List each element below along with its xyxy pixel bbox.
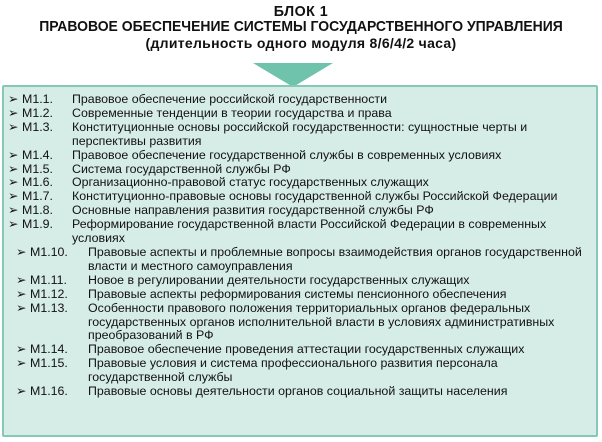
arrow-bullet-icon: ➢ [8, 105, 19, 120]
arrow-bullet-icon: ➢ [8, 189, 19, 204]
module-code: М1.8. [22, 203, 53, 218]
module-title-line: Правовые аспекты и проблемные вопросы взаимодействия органов государственной [88, 244, 582, 259]
down-arrow-icon [253, 63, 333, 87]
block-number: БЛОК 1 [273, 3, 329, 20]
module-code: М1.5. [22, 161, 53, 176]
module-item [8, 274, 602, 288]
arrow-bullet-icon: ➢ [8, 161, 19, 176]
module-title-line: государственной службы [88, 370, 233, 385]
module-title-line: Современные тенденции в теории государства и права [72, 105, 392, 120]
module-code: М1.16. [30, 384, 68, 399]
module-item [8, 163, 602, 177]
module-title-line: Конституционные основы российской государственности: сущностные черты и [72, 119, 528, 134]
arrow-bullet-icon: ➢ [16, 342, 27, 357]
module-list [8, 93, 602, 399]
module-title-line: Реформирование государственной власти Российской Федерации в современных [72, 217, 547, 232]
module-item [8, 93, 602, 107]
module-item [8, 343, 602, 357]
module-title-line: преобразований в РФ [88, 328, 214, 343]
arrow-bullet-icon: ➢ [8, 92, 19, 106]
module-item [8, 357, 602, 385]
module-title-line: Правовые аспекты реформирования системы пенсионного обеспечения [88, 286, 507, 301]
module-code: М1.10. [30, 244, 68, 259]
module-title-line: власти и местного самоуправления [88, 258, 293, 273]
arrow-bullet-icon: ➢ [16, 300, 27, 315]
module-code: М1.14. [30, 342, 68, 357]
module-code: М1.6. [22, 175, 53, 190]
module-code: М1.12. [30, 286, 68, 301]
module-item [8, 302, 602, 344]
module-code: М1.1. [22, 92, 53, 106]
module-title-line: условиях [72, 231, 125, 246]
arrow-bullet-icon: ➢ [16, 356, 27, 371]
module-item [8, 218, 602, 246]
arrow-bullet-icon: ➢ [16, 384, 27, 399]
module-item [8, 149, 602, 163]
modules-panel [2, 85, 598, 437]
module-title-line: Правовые основы деятельности органов социальной защиты населения [88, 384, 508, 399]
module-title-line: государственных органов исполнительной власти в условиях административных [88, 314, 555, 329]
module-title-line: перспективы развития [72, 133, 202, 148]
module-code: М1.9. [22, 217, 53, 232]
arrow-bullet-icon: ➢ [8, 175, 19, 190]
module-code: М1.3. [22, 119, 53, 134]
module-item [8, 385, 602, 399]
module-code: М1.4. [22, 147, 53, 162]
block-title: ПРАВОВОЕ ОБЕСПЕЧЕНИЕ СИСТЕМЫ ГОСУДАРСТВЕННОГО УПРАВЛЕНИЯ [39, 18, 563, 35]
module-title-line: Правовое обеспечение российской государственности [72, 92, 387, 106]
block-header [0, 0, 602, 62]
module-code: М1.11. [30, 272, 67, 287]
module-title-line: Новое в регулировании деятельности государственных служащих [88, 272, 470, 287]
arrow-bullet-icon: ➢ [16, 286, 27, 301]
module-item [8, 288, 602, 302]
arrow-bullet-icon: ➢ [16, 244, 27, 259]
module-title-line: Организационно-правовой статус государственных служащих [72, 175, 429, 190]
module-item [8, 204, 602, 218]
module-item [8, 121, 602, 149]
module-item [8, 107, 602, 121]
module-code: М1.13. [30, 300, 68, 315]
arrow-bullet-icon: ➢ [8, 147, 19, 162]
arrow-bullet-icon: ➢ [8, 203, 19, 218]
module-title-line: Особенности правового положения территориальных органов федеральных [88, 300, 531, 315]
module-item [8, 190, 602, 204]
module-title-line: Конституционно-правовые основы государственной службы Российской Федерации [72, 189, 558, 204]
module-title-line: Основные направления развития государственной службы РФ [72, 203, 434, 218]
module-title-line: Система государственной службы РФ [72, 161, 291, 176]
module-title-line: Правовые условия и система профессионального развития персонала [88, 356, 498, 371]
arrow-bullet-icon: ➢ [16, 272, 27, 287]
module-duration: (длительность одного модуля 8/6/4/2 часа) [145, 35, 457, 51]
module-item [8, 176, 602, 190]
module-code: М1.7. [22, 189, 53, 204]
module-title-line: Правовое обеспечение проведения аттестации государственных служащих [88, 342, 525, 357]
module-title-line: Правовое обеспечение государственной службы в современных условиях [72, 147, 502, 162]
module-code: М1.2. [22, 105, 53, 120]
module-code: М1.15. [30, 356, 68, 371]
arrow-bullet-icon: ➢ [8, 217, 19, 232]
module-item [8, 246, 602, 274]
arrow-bullet-icon: ➢ [8, 119, 19, 134]
